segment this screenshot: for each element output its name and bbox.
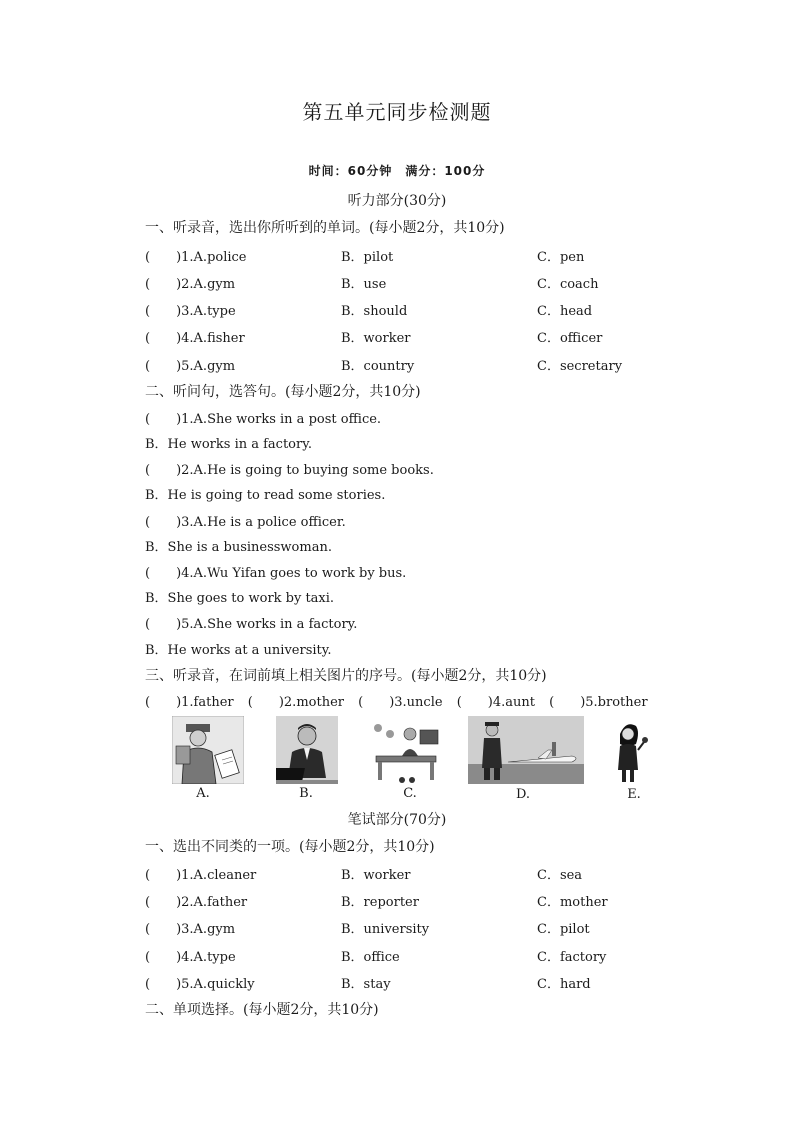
answer-line: B．She is a businesswoman.: [145, 540, 332, 555]
option-c: C．mother: [537, 895, 608, 910]
listening-part1-heading: 一、听录音，选出你所听到的单词。(每小题2分，共10分): [145, 220, 505, 236]
question-row: [145, 355, 665, 375]
option-a: ( )3.A.type: [145, 304, 236, 319]
fill-item: ( )5.brother: [549, 695, 648, 710]
pilot-picture: [468, 716, 584, 784]
fill-item: ( )2.mother: [247, 695, 344, 710]
secretary-picture: [372, 716, 440, 784]
fill-item: ( )1.father: [145, 695, 234, 710]
answer-line: B．He works at a university.: [145, 643, 332, 658]
fill-item: ( )3.uncle: [358, 695, 443, 710]
option-a: ( )2.A.gym: [145, 277, 236, 292]
option-c: C．head: [537, 304, 593, 319]
option-b: B．reporter: [341, 895, 419, 910]
option-a: ( )4.A.type: [145, 950, 236, 965]
picture-label: B.: [299, 786, 313, 801]
listening-heading: 听力部分(30分): [347, 193, 447, 209]
option-a: ( )1.A.police: [145, 250, 247, 265]
answer-line: B．She goes to work by taxi.: [145, 591, 335, 606]
answer-line: B．He is going to read some stories.: [145, 488, 386, 503]
picture-label: E.: [627, 787, 641, 802]
question-row: [145, 946, 665, 966]
question-row: [145, 918, 665, 938]
option-b: B．country: [341, 359, 415, 374]
reporter-picture: [610, 720, 654, 784]
writing-part2-heading: 二、单项选择。(每小题2分，共10分): [145, 1002, 379, 1018]
picture-label: D.: [515, 787, 531, 802]
option-c: C．secretary: [537, 359, 623, 374]
businessman-picture: [276, 716, 338, 784]
fill-item: ( )4.aunt: [456, 695, 535, 710]
option-b: B．use: [341, 277, 387, 292]
answer-line: B．He works in a factory.: [145, 437, 312, 452]
listening-part2-heading: 二、听问句，选答句。(每小题2分，共10分): [145, 384, 421, 400]
option-c: C．pilot: [537, 922, 590, 937]
postman-picture: [172, 716, 244, 784]
writing-heading: 笔试部分(70分): [347, 812, 447, 828]
listening-part3-heading: 三、听录音，在词前填上相关图片的序号。(每小题2分，共10分): [145, 668, 547, 684]
question-row: [145, 273, 665, 293]
option-b: B．worker: [341, 868, 411, 883]
writing-part1-heading: 一、选出不同类的一项。(每小题2分，共10分): [145, 839, 435, 855]
option-a: ( )1.A.cleaner: [145, 868, 257, 883]
option-c: C．officer: [537, 331, 603, 346]
answer-line: ( )5.A.She works in a factory.: [145, 617, 358, 632]
option-b: B．pilot: [341, 250, 394, 265]
option-c: C．sea: [537, 868, 583, 883]
option-b: B．worker: [341, 331, 411, 346]
option-a: ( )2.A.father: [145, 895, 248, 910]
page-title: 第五单元同步检测题: [302, 100, 492, 124]
question-row: [145, 891, 665, 911]
option-c: C．factory: [537, 950, 607, 965]
option-c: C．coach: [537, 277, 599, 292]
option-a: ( )3.A.gym: [145, 922, 236, 937]
option-a: ( )4.A.fisher: [145, 331, 245, 346]
question-row: [145, 300, 665, 320]
answer-line: ( )2.A.He is going to buying some books.: [145, 463, 434, 478]
answer-line: ( )4.A.Wu Yifan goes to work by bus.: [145, 566, 407, 581]
picture-label: C.: [403, 786, 417, 801]
option-c: C．pen: [537, 250, 585, 265]
option-a: ( )5.A.quickly: [145, 977, 255, 992]
option-c: C．hard: [537, 977, 591, 992]
option-b: B．stay: [341, 977, 391, 992]
question-row: [145, 246, 665, 266]
exam-meta: 时间：60分钟 满分：100分: [308, 164, 486, 178]
option-b: B．university: [341, 922, 430, 937]
fill-items-row: [145, 691, 665, 710]
option-b: B．office: [341, 950, 400, 965]
option-a: ( )5.A.gym: [145, 359, 236, 374]
picture-label: A.: [196, 786, 210, 801]
question-row: [145, 327, 665, 347]
answer-line: ( )1.A.She works in a post office.: [145, 412, 382, 427]
answer-line: ( )3.A.He is a police officer.: [145, 515, 346, 530]
question-row: [145, 973, 665, 993]
question-row: [145, 864, 665, 884]
option-b: B．should: [341, 304, 408, 319]
